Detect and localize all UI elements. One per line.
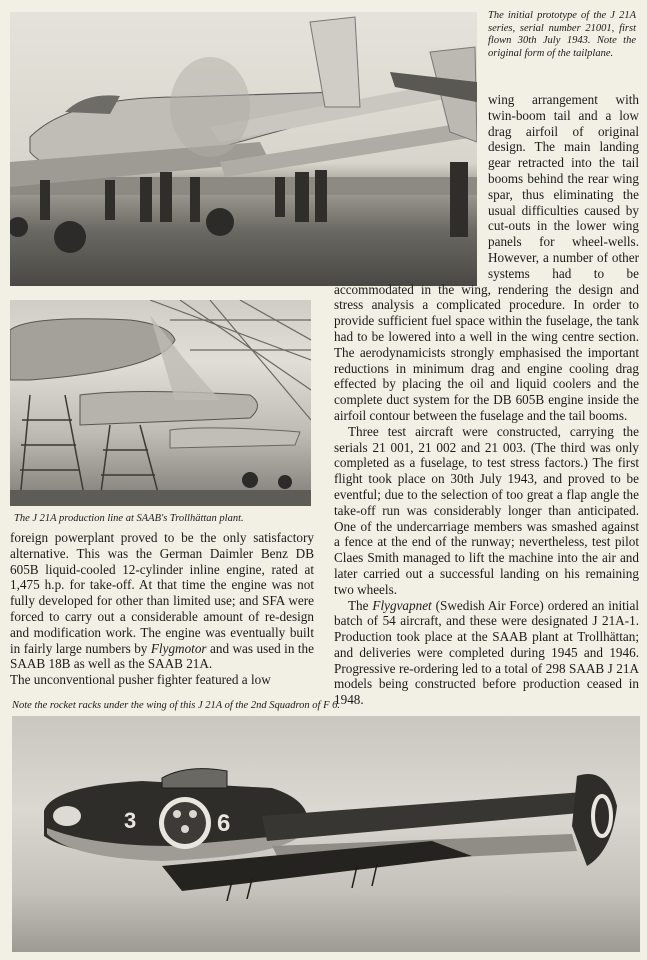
caption-production-line: The J 21A production line at SAAB's Trollhättan plant. bbox=[14, 513, 244, 524]
paragraph-pusher-fighter: The unconventional pusher fighter featured a low bbox=[10, 672, 271, 688]
marking-code-left: 3 bbox=[124, 808, 137, 833]
text-order: (Swedish Air Force) ordered an initial batch of 54 aircraft, and these were designated J 21A-1. Production took place at the SAAB plant at Trollhättan; and deliveries were completed during 1945 and 1946. Progressive re-ordering led to a total of 298 SAAB J 21A models being constructed before production ceased in 1948. bbox=[334, 597, 639, 708]
body-text-left bbox=[10, 530, 314, 688]
text-wrap-spacer bbox=[334, 92, 488, 280]
caption-prototype: The initial prototype of the J 21A series, serial number 21001, first flown 30th July 1943. Note the original form of the tailplane. bbox=[488, 10, 636, 59]
paragraph-production bbox=[334, 598, 639, 709]
body-text-right bbox=[334, 92, 639, 708]
production-line-illustration bbox=[10, 300, 311, 506]
text-flygmotor: Flygmotor bbox=[150, 640, 207, 656]
marking-code-right: 6 bbox=[217, 810, 231, 837]
text-the: The bbox=[348, 597, 373, 613]
paragraph-powerplant bbox=[10, 530, 314, 672]
paragraph-design: wing arrangement with twin-boom tail and a low drag airfoil of original design. The main landing gear retracted into the tail booms behind the rear wing spar, thus eliminating the usual difficulties caused by cut-outs in the lower wing panels for wheel-wells. However, a number of other systems had to be accommodated in the wing, rendering the design and stress analysis a complicated procedure. In order to provide sufficient fuel space within the fuselage, the tank had to be lowered into a well in the wing centre section. The aerodynamicists strongly emphasised the important reductions in minimum drag and engine cooling drag effected by placing the oil and liquid coolers and the complete duct system for the DB 605B engine inside the airfoil contour between the fuselage and the tail booms. bbox=[334, 92, 639, 423]
caption-rocket-racks: Note the rocket racks under the wing of this J 21A of the 2nd Squadron of F 6. bbox=[12, 700, 340, 711]
photo-j21a-flight bbox=[12, 716, 640, 952]
paragraph-test-aircraft: Three test aircraft were constructed, carrying the serials 21 001, 21 002 and 21 003. (The third was only completed as a fuselage, to test stress factors.) The first flight took place on 30th July 1943, and proved to be eventful; due to the selection of too great a flap angle the take-off run was considerably longer than anticipated. One of the undercarriage members was smashed against a fence at the end of the runway; nevertheless, test pilot Claes Smith managed to lift the machine into the air and later carried out a successful landing on his remaining two wheels. bbox=[334, 423, 639, 597]
text-flygvapnet: Flygvapnet bbox=[372, 597, 432, 613]
marking-tail bbox=[593, 800, 609, 832]
photo-production-line bbox=[10, 300, 311, 506]
text-engine-end: and was used in the SAAB 18B as well as the SAAB 21A. bbox=[10, 640, 314, 672]
text-engine-start: foreign powerplant proved to be the only satisfactory alternative. This was the German Daimler Benz DB 605B liquid-cooled 12-cylinder inline engine, rated at 1,475 h.p. for take-off. At that time the engine was not fully developed for other than limited use; and SFA were forced to carry out a considerable amount of re-design and modification work. The engine was eventually built in fairly large numbers by bbox=[10, 530, 314, 656]
flight-aircraft-illustration bbox=[12, 716, 640, 952]
